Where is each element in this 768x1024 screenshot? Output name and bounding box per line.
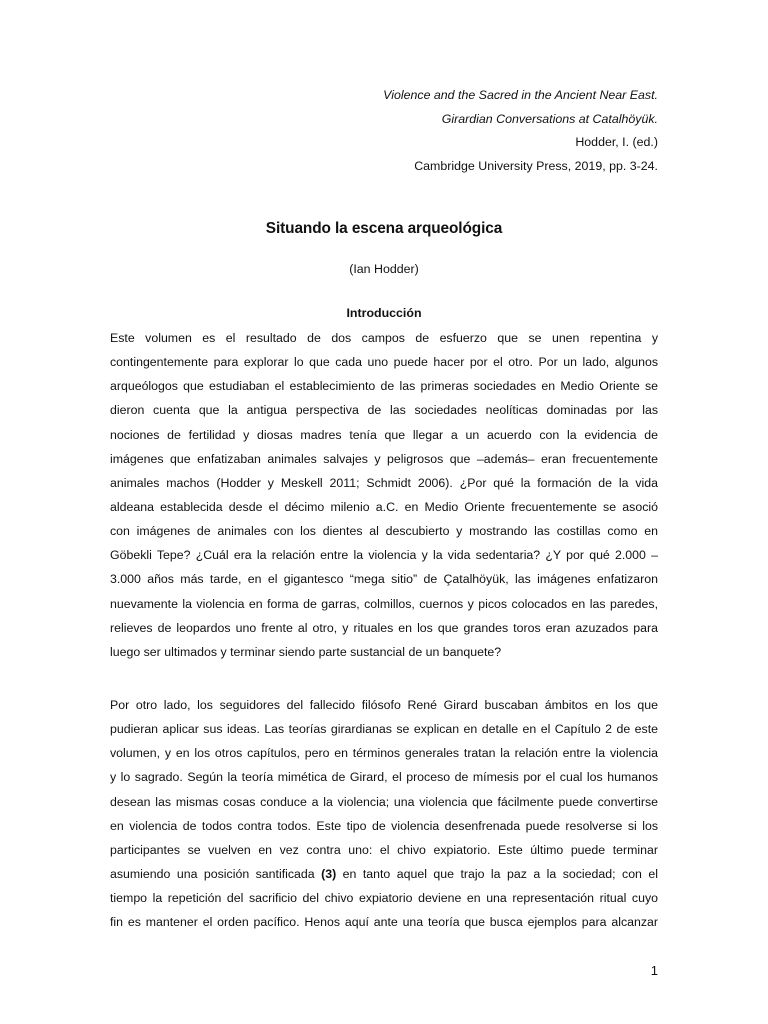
paragraph-line: aldeana establecida desde el décimo milenio a.C. en Medio Oriente frecuentemente se asoció: [110, 499, 658, 514]
paragraph-line: Por otro lado, los seguidores del fallecido filósofo René Girard buscaban ámbitos en los que: [110, 698, 658, 712]
paragraph-line: participantes se vuelven en vez contra uno: el chivo expiatorio. Este último puede terminar: [110, 842, 658, 857]
paragraph-1: [110, 326, 658, 664]
paragraph-line: volumen, y en los otros capítulos, pero en términos generales tratan la relación entre la violencia: [110, 746, 658, 761]
paragraph-line: fin es mantener el orden pacífico. Henos aquí ante una teoría que busca ejemplos para alcanzar: [110, 915, 658, 930]
paragraph-line: tiempo la repetición del sacrificio del chivo expiatorio deviene en una representación ritual cuyo: [110, 891, 658, 906]
paragraph-line: en violencia de todos contra todos. Este tipo de violencia desenfrenada puede resolverse si los: [110, 818, 658, 833]
citation-publisher: Cambridge University Press, 2019, pp. 3-24.: [414, 159, 658, 174]
paragraph-line: relieves de leopardos uno frente al otro, y rituales en los que grandes toros eran azuzados para: [110, 620, 658, 635]
line-text-before: asumiendo una posición santificada: [110, 866, 322, 881]
paragraph-line: con imágenes de animales con los dientes al descubierto y mostrando las costillas como en: [110, 524, 658, 539]
citation-book-subtitle: Girardian Conversations at Catalhöyük.: [441, 111, 658, 126]
citation-editor: Hodder, I. (ed.): [575, 135, 658, 150]
paragraph-line: nociones de fertilidad y diosas madres tenía que llegar a un acuerdo con la evidencia de: [110, 427, 658, 442]
paragraph-line: arqueólogos que estudiaban el establecimiento de las primeras sociedades en Medio Oriente se: [110, 379, 658, 394]
paragraph-line: luego ser ultimados y terminar siendo parte sustancial de un banquete?: [110, 644, 502, 659]
paragraph-line-with-bold: [110, 862, 658, 886]
paragraph-line: y lo sagrado. Según la teoría mimética de Girard, el proceso de mímesis por el cual los humanos: [110, 770, 658, 785]
line-text-after: en tanto aquel que trajo la paz a la sociedad; con el: [336, 866, 658, 881]
paragraph-line: desean las mismas cosas conduce a la violencia; una violencia que fácilmente puede convertirse: [110, 794, 658, 809]
paragraph-line: 3.000 años más tarde, en el gigantesco “mega sitio” de Çatalhöyük, las imágenes enfatizaron: [110, 572, 658, 587]
paragraph-2: [110, 693, 658, 934]
page-number: 1: [650, 963, 658, 978]
paragraph-line: Este volumen es el resultado de dos campos de esfuerzo que se unen repentina y: [110, 331, 658, 345]
paragraph-line: Göbekli Tepe? ¿Cuál era la relación entre la violencia y la vida sedentaria? ¿Y por qué 2.000 –: [110, 548, 658, 563]
paragraph-line: contingentemente para explorar lo que cada uno puede hacer por el otro. Por un lado, algunos: [110, 355, 658, 370]
paragraph-line: animales machos (Hodder y Meskell 2011; Schmidt 2006). ¿Por qué la formación de la vida: [110, 475, 658, 490]
citation-book-title: Violence and the Sacred in the Ancient Near East.: [383, 88, 658, 102]
document-author: (Ian Hodder): [349, 262, 419, 276]
bold-marker: (3): [321, 866, 337, 881]
citation-block: [383, 84, 658, 179]
document-title: Situando la escena arqueológica: [265, 220, 503, 237]
paragraph-line: dieron cuenta que la antigua perspectiva de las sociedades neolíticas dominadas por las: [110, 403, 658, 418]
paragraph-line: nuevamente la violencia en forma de garras, colmillos, cuernos y picos colocados en las paredes,: [110, 596, 658, 611]
paragraph-line: imágenes que enfatizaban animales salvajes y peligrosos que –además– eran frecuentemente: [110, 451, 658, 466]
paragraph-line: pudieran aplicar sus ideas. Las teorías girardianas se explican en detalle en el Capítulo 2 de este: [110, 722, 658, 737]
section-heading: Introducción: [346, 306, 422, 320]
